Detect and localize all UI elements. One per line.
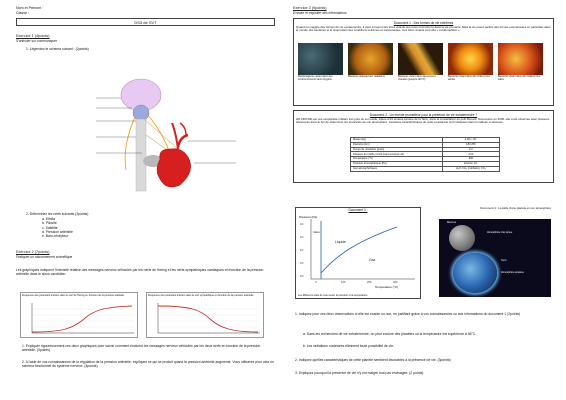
doc3-box xyxy=(295,207,421,299)
ex2-title: Exercice 2 (7points) xyxy=(16,250,50,254)
graph-hering-plot xyxy=(22,301,138,337)
bacteria-image-5 xyxy=(498,43,543,75)
doc1-figure xyxy=(498,43,543,81)
ytick-label: 10⁵ xyxy=(300,236,304,239)
ex1-q1: 1. Légendez le schéma suivant : (2points) xyxy=(26,46,89,51)
doc1-figure xyxy=(448,43,493,81)
ex3-q3: 3. Expliquez pourquoi la présence de vie n'y est malgré tout pas envisagée. (2 points) xyxy=(295,371,424,375)
bacteria-image-1 xyxy=(298,43,343,75)
doc1-caption: Methanogènes vivant dans des environnements sans oxygène xyxy=(298,74,333,81)
xtick-label: 300 xyxy=(393,281,398,284)
xtick-label: 0 xyxy=(315,281,317,284)
name-label: Nom et Prénom : xyxy=(16,6,44,10)
liquid-gas-line xyxy=(321,227,397,273)
doc2-text: HD 189733b est une exoplanète orbitant très près de son étoile, située à 63 années-lumière de la Terre, dans la constellation du petit Renard. Découverte en 2005, elle a été observée avec plusieurs télescopes dans le but de déterminer les propriétés de son atmosphère. Certaines caractéristiques de cette exoplanète sont indiquées dans le tableau ci-dessous. xyxy=(296,116,550,125)
curve-hering xyxy=(32,306,132,332)
ex2-intro: Les graphiques indiquent l'intensité relative des messages nerveux véhiculés par les nerfs de Hering et les nerfs sympathiques cardiaques en fonction de la pression artérielle dans le sinus carotidien. xyxy=(16,268,264,277)
xtick-label: 100 xyxy=(341,281,346,284)
label-earth: Terre xyxy=(501,259,507,262)
ex3-q1: 1. Indiquez pour ces deux observations si elle est exacte ou non, en justifiant grâce à vos connaissances ou aux informations du document 1 (2points) xyxy=(295,312,521,316)
doc1-caption: Bactéries résistant aux radiations xyxy=(348,74,385,78)
doc1-caption: Bactéries vivant dans des milieux très salés xyxy=(498,74,540,81)
doc1-figure xyxy=(348,43,393,81)
label-thin-atmosphere: Atmosphère très ténue xyxy=(487,231,513,234)
doc2-title: Document 2 : Un monde prometteur pour la présence de vie extraterrestre ? xyxy=(369,112,478,117)
ytick-label: 10³ xyxy=(300,262,304,265)
phase-y-label: Pression (Pa) xyxy=(299,215,318,219)
doc1-figure xyxy=(398,43,443,81)
doc1-caption: Bactéries vivant dans des milieux très acides xyxy=(448,74,490,81)
label-mercury: Mercure xyxy=(447,221,457,224)
phase-diagram xyxy=(297,213,421,291)
ex2-q2: 2. A l'aide de vos connaissances de la régulation de la pression artérielle, expliquez ce qui se produit quand la pression artérielle augmente. Vous utiliserez pour cela un schéma fonctionnel du système nerveux. (4points) xyxy=(22,360,274,369)
bacteria-image-2 xyxy=(348,43,393,75)
graph-hering-title: Fréquence des potentiels d'action dans le nerf de Hering en fonction de la pression artérielle xyxy=(22,294,125,297)
curve-sympathetic xyxy=(158,306,258,332)
spinal-cord-shape xyxy=(136,119,146,191)
table-row: Diamètre (km) 180 259 xyxy=(351,142,500,147)
xtick-label: 200 xyxy=(367,281,372,284)
heart-shape xyxy=(157,149,191,187)
region-ice: Glace xyxy=(313,231,320,234)
doc1-figure xyxy=(298,43,343,81)
class-label: Classe : xyxy=(16,11,29,16)
page-title: DS3 de SVT xyxy=(16,18,275,26)
table-row: Distance de l'étoile (Unité Astronomique UA) 0,03 xyxy=(351,152,500,157)
doc1-caption: Bactéries vivant dans des sources chaudes (jusqu'à 120°C) xyxy=(398,74,436,81)
doc1-text: Quand on imagine des formes de vie extraterrestre, il vient à l'esprit des êtres vivants que nous rencontrons dans la vie courante. Mais la vie prend parfois des formes surprenantes en particulier dans le monde des bactéries et le vivant dans des conditions extrêmes et surprenantes. Ces êtres vivants sont dits « extrêmophiles ». xyxy=(296,24,551,33)
ex3-subtitle: Extraire et exploiter des informations xyxy=(293,10,347,15)
ex1-title: Exercice 1 (4points) xyxy=(16,33,50,38)
graph-sympathetic-plot xyxy=(148,301,264,337)
table-row: Temps de révolution (jours) 2,2 xyxy=(351,147,500,152)
ytick-label: 10⁶ xyxy=(300,223,304,226)
table-row: Pression atmosphérique (Pa) Environ 10⁵ xyxy=(351,161,500,166)
planet-panel xyxy=(439,219,551,297)
table-row: Masse (kg) 2,18 x 10²⁷ xyxy=(351,137,500,142)
carotid-artery xyxy=(172,123,178,149)
list-item: b. Pilosite xyxy=(42,221,57,226)
ex1-q2: 2. Déterminez les nerfs suivants (2points) xyxy=(26,212,89,216)
doc2-table xyxy=(350,137,500,172)
table-row: Gaz atmosphériques H₂O, CH₄ (méthane), CO₂ xyxy=(351,166,500,171)
ex3-q2: 2. Indiquez quelles caractéristiques de cette planète semblent favorables à la présence de vie. (3points) xyxy=(295,358,451,362)
doc4-title: Document 4 : La taille d'une planète et son atmosphère xyxy=(480,206,551,210)
doc2-box xyxy=(293,110,554,183)
ex1-q2-list xyxy=(42,217,73,238)
list-item: a. Elmila xyxy=(42,217,56,221)
doc4-box xyxy=(433,207,555,299)
ex3-q1-a: a. Dans les recherches de vie extraterrestre, on peut exclure des planètes où la température est supérieure à 56°C. xyxy=(303,332,477,336)
graph-sympathetic-title: Fréquence des potentiels d'action dans le nerf sympathique en fonction de la pression artérielle xyxy=(148,294,254,297)
cardio-schema xyxy=(96,75,296,195)
region-gas: Gaz xyxy=(369,258,376,262)
ex3-title: Exercice 3 (9points) xyxy=(293,6,327,10)
ex2-subtitle: Pratiquer un raisonnement scientifique xyxy=(16,255,73,259)
graph-sympathetic xyxy=(146,292,264,338)
region-liquid: Liquide xyxy=(335,240,346,244)
doc3-title: Document 3 : xyxy=(348,208,368,212)
list-item: d. Pression artérielle xyxy=(42,229,73,234)
earth-planet xyxy=(453,253,497,293)
ytick-label: 10² xyxy=(300,275,304,278)
aorta xyxy=(178,135,188,147)
mercury-planet xyxy=(449,225,475,251)
left-column xyxy=(0,0,283,369)
right-column xyxy=(283,0,566,375)
nerve-line-2 xyxy=(125,115,136,170)
list-item: e. Baro-récepteur xyxy=(42,234,69,238)
bacteria-image-3 xyxy=(398,43,443,75)
phase-x-label: Température (°C) xyxy=(375,285,399,289)
list-item: c. Satellite xyxy=(42,225,58,230)
graph-hering xyxy=(20,292,138,338)
doc3-caption: Les différents états de l'eau selon la pression et la température xyxy=(298,293,368,297)
bacteria-image-4 xyxy=(448,43,493,75)
table-row: Température (°C) 900 xyxy=(351,157,500,162)
carotid-branch xyxy=(180,123,186,135)
label-thick-atmosphere: Atmosphère épaisse xyxy=(501,271,524,274)
ex3-q1-b: b. Les radiations nucléaires éliminent toute possibilité de vie. xyxy=(303,344,395,348)
doc1-title: Document 1 : Des formes de vie extrêmes xyxy=(393,20,454,25)
ex2-q1: 1. Expliquer rigoureusement ces deux graphiques pour savoir comment évoluent les messages nerveux véhiculés par les deux nerfs en fonction de la pression artérielle. (3points) xyxy=(22,344,261,353)
ex1-subtitle: S'articuler sur communiquer xyxy=(16,38,57,43)
doc1-box xyxy=(293,18,554,106)
ytick-label: 10⁴ xyxy=(300,249,304,252)
doc1-images xyxy=(298,43,543,81)
